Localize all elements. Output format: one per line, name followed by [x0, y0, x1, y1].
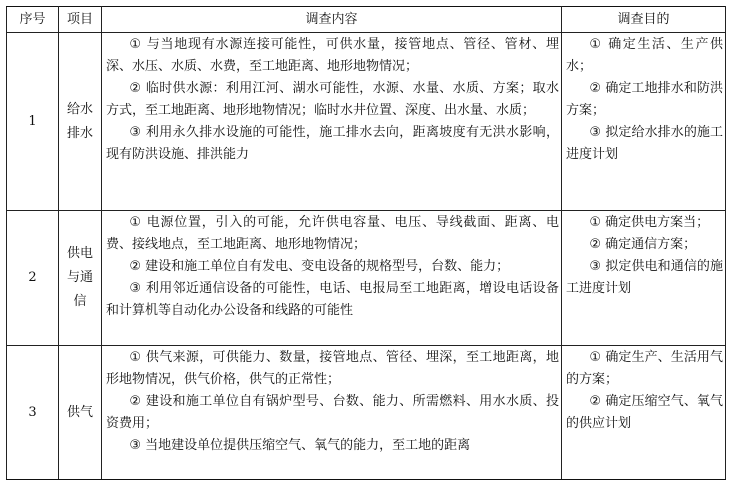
purpose-paragraph: ① 确定生活、生产供水；: [566, 37, 723, 74]
content-paragraph: ② 建设和施工单位自有发电、变电设备的规格型号，台数、能力；: [129, 259, 510, 274]
purpose-paragraph: ② 确定工地排水和防洪方案；: [566, 81, 723, 118]
purpose-paragraph: ③ 拟定供电和通信的施工进度计划: [566, 259, 723, 296]
content-paragraph: ③ 利用永久排水设施的可能性，施工排水去向，距离坡度有无洪水影响，现有防洪设施、排洪能力: [106, 125, 559, 162]
row-item: [59, 211, 102, 346]
row-item-label: 供电与通信: [66, 246, 93, 309]
purpose-paragraph: ① 确定供电方案当；: [589, 215, 710, 230]
purpose-paragraph: ② 确定通信方案；: [589, 237, 697, 252]
purpose-paragraph: ② 确定压缩空气、氧气的供应计划: [566, 394, 723, 431]
row-purpose: [562, 211, 726, 346]
table-row: [7, 211, 726, 346]
row-item-label: 给水排水: [66, 101, 93, 141]
content-paragraph: ① 供气来源，可供能力、数量，接管地点、管径、埋深，至工地距离，地形地物情况，供气价格，供气的正常性；: [106, 350, 559, 387]
row-item: [59, 346, 102, 480]
row-content: [102, 346, 562, 480]
table-row: [7, 346, 726, 480]
content-paragraph: ① 与当地现有水源连接可能性，可供水量，接管地点、管径、管材、埋深、水压、水质、水费，至工地距离、地形地物情况；: [106, 37, 559, 74]
content-paragraph: ② 建设和施工单位自有锅炉型号、台数、能力、所需燃料、用水水质、投资费用；: [106, 394, 559, 431]
row-content: [102, 33, 562, 211]
survey-table: [6, 6, 726, 480]
header-no: 序号: [7, 7, 59, 33]
content-paragraph: ③ 利用邻近通信设备的可能性，电话、电报局至工地距离，增设电话设备和计算机等自动化办公设备和线路的可能性: [106, 281, 559, 318]
header-content: 调查内容: [102, 7, 562, 33]
row-number: 2: [7, 211, 59, 346]
content-paragraph: ① 电源位置，引入的可能，允许供电容量、电压、导线截面、距离、电费、接线地点，至工地距离、地形地物情况；: [106, 215, 559, 252]
purpose-paragraph: ③ 拟定给水排水的施工进度计划: [566, 125, 723, 162]
content-paragraph: ② 临时供水源：利用江河、湖水可能性，水源、水量、水质、方案；取水方式，至工地距离、地形地物情况；临时水井位置、深度、出水量、水质；: [106, 81, 559, 118]
row-purpose: [562, 33, 726, 211]
header-purpose: 调查目的: [562, 7, 726, 33]
row-item-label: 供气: [66, 404, 93, 420]
header-item: 项目: [59, 7, 102, 33]
purpose-paragraph: ① 确定生产、生活用气的方案；: [566, 350, 723, 387]
survey-table-container: [6, 6, 726, 480]
table-row: [7, 33, 726, 211]
row-item: [59, 33, 102, 211]
row-number: 3: [7, 346, 59, 480]
content-paragraph: ③ 当地建设单位提供压缩空气、氧气的能力，至工地的距离: [129, 438, 471, 453]
header-row: [7, 7, 726, 33]
row-content: [102, 211, 562, 346]
row-purpose: [562, 346, 726, 480]
row-number: 1: [7, 33, 59, 211]
